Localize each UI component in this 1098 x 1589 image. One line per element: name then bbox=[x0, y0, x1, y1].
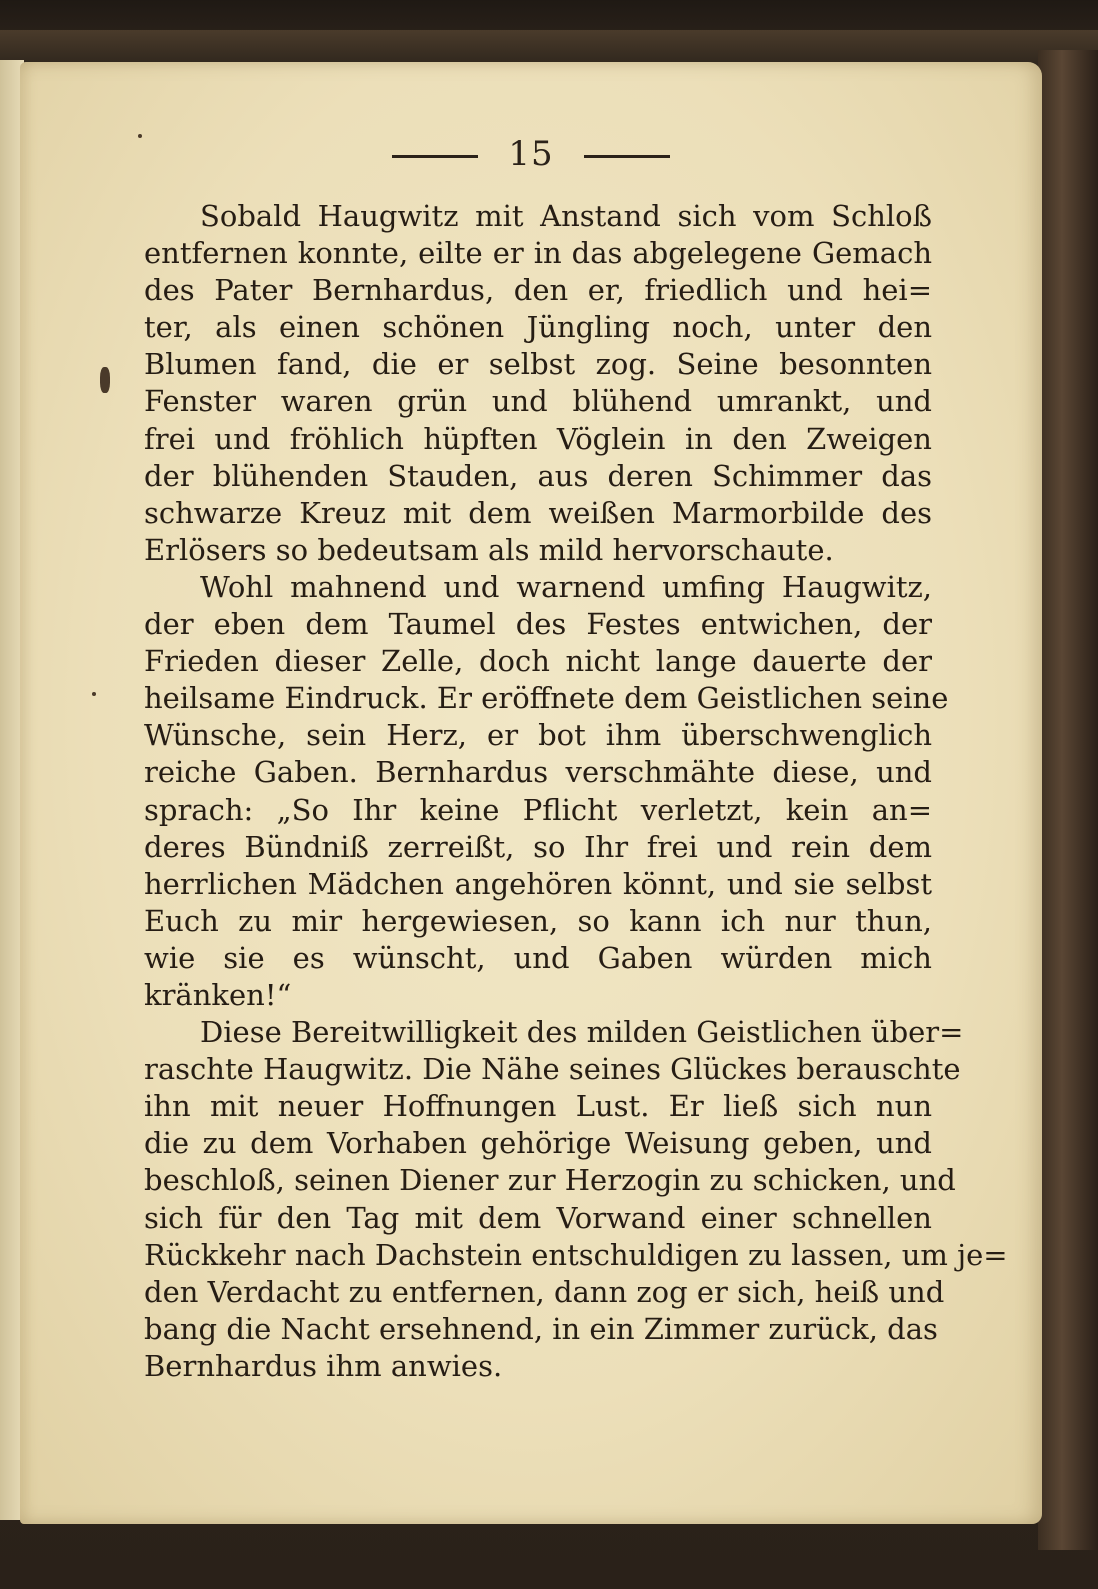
text-line: der eben dem Taumel des Festes entwichen, der bbox=[144, 607, 932, 642]
text-line: ter, als einen schönen Jüngling noch, unter den bbox=[144, 310, 932, 345]
text-line: die zu dem Vorhaben gehörige Weisung geben, und bbox=[144, 1126, 932, 1161]
page-body-text bbox=[144, 198, 1008, 1385]
header-rule-left bbox=[392, 155, 478, 158]
text-line: Wohl mahnend und warnend umfing Haugwitz, bbox=[200, 569, 932, 604]
text-line: bang die Nacht ersehnend, in ein Zimmer zurück, das bbox=[144, 1311, 938, 1346]
header-rule-right bbox=[584, 155, 670, 158]
text-line: Sobald Haugwitz mit Anstand sich vom Schloß bbox=[200, 199, 932, 233]
text-line: Bernhardus ihm anwies. bbox=[144, 1348, 503, 1383]
text-line: der blühenden Stauden, aus deren Schimmer das bbox=[144, 458, 932, 493]
text-line: Blumen fand, die er selbst zog. Seine besonnten bbox=[144, 347, 932, 382]
text-line: Erlösers so bedeutsam als mild hervorschaute. bbox=[144, 532, 834, 567]
page-header bbox=[20, 134, 1042, 174]
book-cover-edge bbox=[1038, 50, 1098, 1550]
text-line: Rückkehr nach Dachstein entschuldigen zu lassen, um je= bbox=[144, 1237, 1008, 1272]
text-line: wie sie es wünscht, und Gaben würden mich bbox=[144, 940, 932, 975]
text-line: beschloß, seinen Diener zur Herzogin zu schicken, und bbox=[144, 1163, 956, 1198]
text-line: heilsame Eindruck. Er eröffnete dem Geistlichen seine bbox=[144, 681, 949, 716]
text-line: sich für den Tag mit dem Vorwand einer schnellen bbox=[144, 1200, 932, 1235]
text-line: Fenster waren grün und blühend umrankt, und bbox=[144, 384, 932, 419]
text-line: den Verdacht zu entfernen, dann zog er sich, heiß und bbox=[144, 1274, 945, 1309]
text-line: frei und fröhlich hüpften Vöglein in den Zweigen bbox=[144, 421, 932, 456]
page-number: 15 bbox=[508, 134, 554, 174]
text-line: raschte Haugwitz. Die Nähe seines Glückes berauschte bbox=[144, 1052, 961, 1087]
text-line: entfernen konnte, eilte er in das abgelegene Gemach bbox=[144, 236, 932, 271]
text-line: Diese Bereitwilligkeit des milden Geistlichen über= bbox=[200, 1015, 964, 1050]
text-line: deres Bündniß zerreißt, so Ihr frei und rein dem bbox=[144, 829, 932, 864]
text-line: ihn mit neuer Hoffnungen Lust. Er ließ sich nun bbox=[144, 1089, 932, 1124]
text-line: herrlichen Mädchen angehören könnt, und sie selbst bbox=[144, 866, 932, 901]
text-line: Euch zu mir hergewiesen, so kann ich nur thun, bbox=[144, 903, 932, 938]
text-line: sprach: „So Ihr keine Pflicht verletzt, kein an= bbox=[144, 792, 932, 827]
paper-speck bbox=[92, 692, 96, 696]
book-page bbox=[20, 62, 1042, 1524]
text-line: reiche Gaben. Bernhardus verschmähte diese, und bbox=[144, 755, 932, 790]
text-line: schwarze Kreuz mit dem weißen Marmorbilde des bbox=[144, 495, 932, 530]
paper-stain bbox=[100, 367, 110, 393]
text-line: Frieden dieser Zelle, doch nicht lange dauerte der bbox=[144, 644, 932, 679]
text-line: Wünsche, sein Herz, er bot ihm überschwenglich bbox=[144, 718, 932, 753]
text-line: des Pater Bernhardus, den er, friedlich und hei= bbox=[144, 273, 932, 308]
text-line: kränken!“ bbox=[144, 977, 292, 1012]
